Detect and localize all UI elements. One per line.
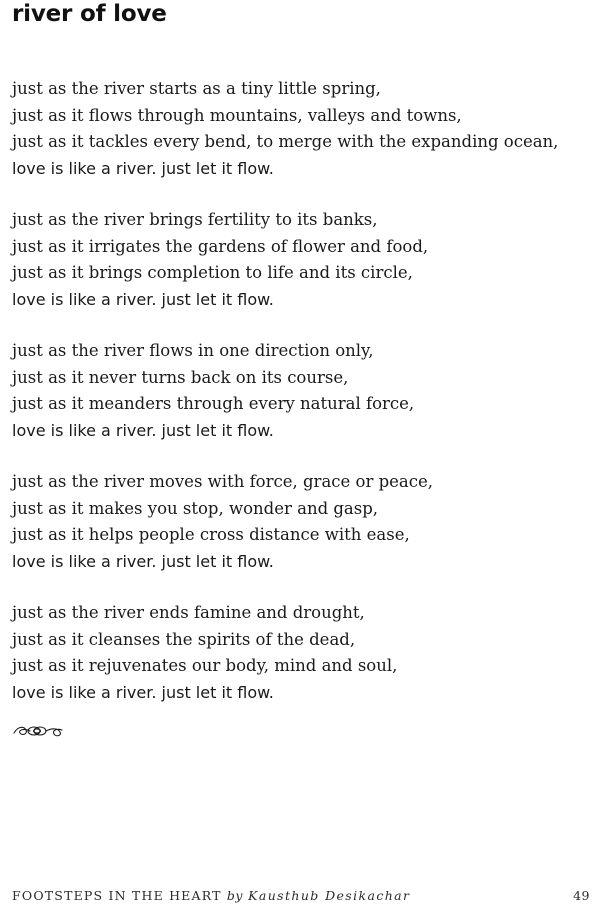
poem-line: just as it irrigates the gardens of flower and food, [12, 236, 429, 256]
poem-body [12, 76, 597, 731]
page-number: 49 [573, 888, 590, 903]
stanza-1 [12, 76, 597, 182]
poem-line: just as it brings completion to life and its circle, [12, 263, 413, 282]
poem-line: just as the river ends famine and drought, [12, 603, 365, 622]
poem-line: just as it meanders through every natural force, [12, 394, 415, 413]
byline-by: by [226, 888, 243, 903]
poem-refrain: love is like a river. just let it flow. [12, 420, 274, 440]
flourish-ornament-icon [12, 722, 64, 740]
poem-refrain: love is like a river. just let it flow. [12, 551, 274, 571]
stanza-2 [12, 207, 597, 313]
poem-refrain: love is like a river. just let it flow. [12, 289, 274, 309]
poem-line: just as it makes you stop, wonder and gasp, [12, 498, 379, 518]
poem-line: just as it cleanses the spirits of the dead, [12, 629, 356, 649]
author-name: Kausthub Desikachar [248, 888, 411, 903]
poem-line: just as the river brings fertility to its banks, [12, 210, 378, 229]
poem-title: river of love [12, 1, 167, 27]
page-footer [12, 888, 592, 908]
poem-line: just as the river moves with force, grace or peace, [12, 472, 434, 491]
poem-line: just as it helps people cross distance with ease, [12, 525, 410, 544]
book-title: FOOTSTEPS IN THE HEART [12, 888, 222, 903]
poem-line: just as it rejuvenates our body, mind and soul, [12, 656, 398, 675]
poem-line: just as the river starts as a tiny little spring, [12, 79, 381, 98]
stanza-3 [12, 338, 597, 444]
poem-line: just as it never turns back on its course, [12, 367, 349, 387]
poem-line: just as the river flows in one direction only, [12, 341, 374, 360]
poem-refrain: love is like a river. just let it flow. [12, 682, 274, 702]
poem-refrain: love is like a river. just let it flow. [12, 158, 274, 178]
poem-line: just as it flows through mountains, valleys and towns, [12, 105, 462, 125]
poem-line: just as it tackles every bend, to merge with the expanding ocean, [12, 132, 559, 151]
stanza-4 [12, 469, 597, 575]
stanza-5 [12, 600, 597, 706]
